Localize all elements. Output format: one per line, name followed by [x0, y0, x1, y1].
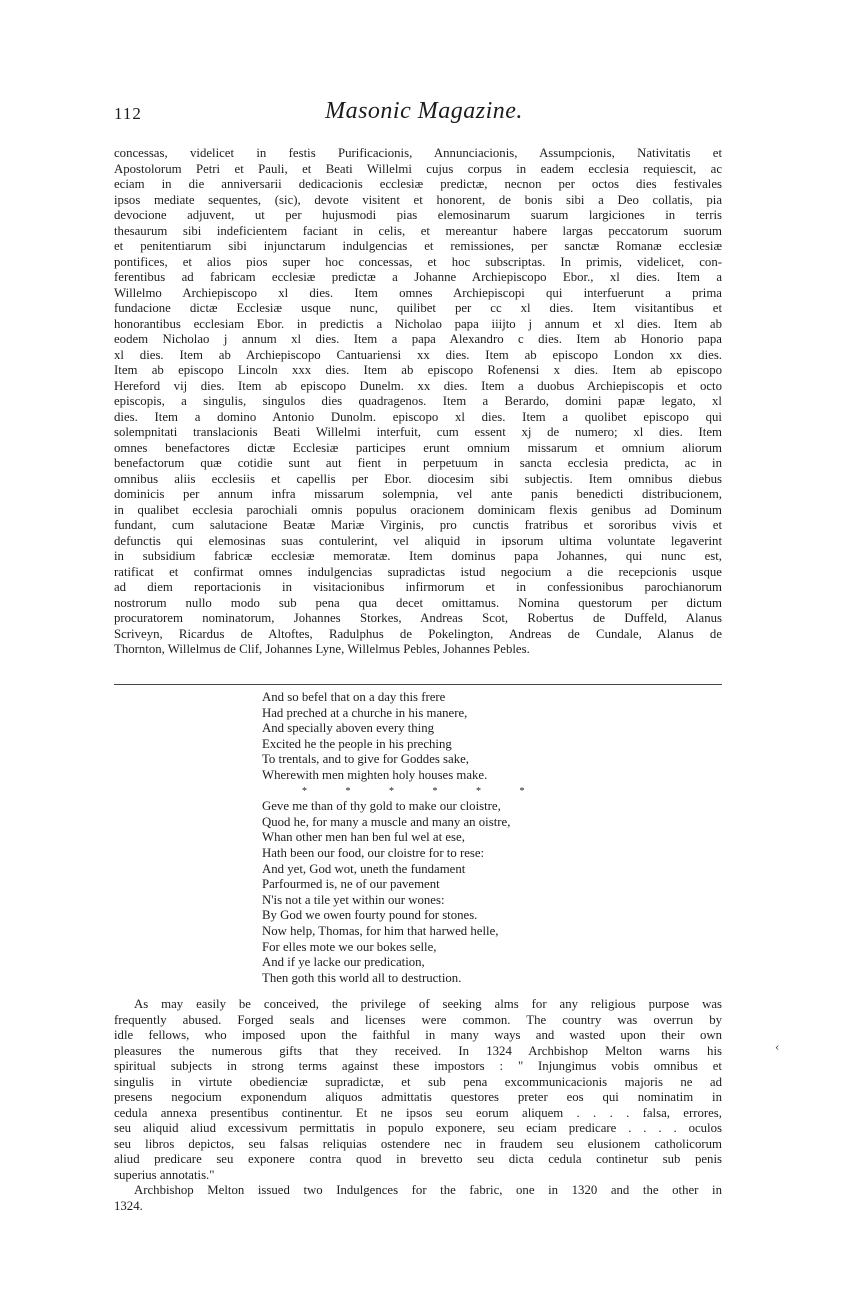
poem-line: And if ye lacke our predication, — [262, 955, 425, 970]
prose-line: spiritual subjects in strong terms against these impostors : " Injungimus vobis omnibus et — [114, 1059, 722, 1073]
latin-line: pontifices, et alios pios super hoc concessas, et hoc subscriptas. In primis, videlicet, con- — [114, 254, 722, 269]
prose-line: idle fellows, who imposed upon the faithful in many ways and wasted upon their own — [114, 1028, 722, 1042]
prose-line: aliud predicare seu exponere contra quod in brevetto seu dicta cedula continetur sub penis — [114, 1152, 722, 1166]
running-title: Masonic Magazine. — [325, 98, 523, 124]
latin-line: Scriveyn, Ricardus de Altoftes, Radulphus de Pokelington, Andreas de Cundale, Alanus de — [114, 626, 722, 641]
latin-line: devocione adjuvent, ut per hujusmodi pias elemosinarum suarum largiciones in terris — [114, 208, 722, 222]
prose-line: Archbishop Melton issued two Indulgences for the fabric, one in 1320 and the other in — [134, 1183, 722, 1197]
margin-mark: ‹ — [775, 1041, 780, 1054]
poem-line: Whan other men han ben ful wel at ese, — [262, 830, 465, 845]
latin-line: Willelmo Archiepiscopo xl dies. Item omnes Archiepiscopi qui interfuerunt a prima — [114, 285, 722, 300]
latin-line: fundacione dictæ Ecclesiæ usque nunc, quilibet per cc xl dies. Item visitantibus et — [114, 301, 722, 315]
latin-line: Thornton, Willelmus de Clif, Johannes Lyne, Willelmus Pebles, Johannes Pebles. — [114, 642, 530, 656]
prose-line: singulis in virtute obedienciæ supradictæ, et sub pena excommunicacionis majoris ne ad — [114, 1074, 722, 1089]
poem-line: * * * * * * — [302, 785, 543, 797]
latin-line: episcopis, a singulis, singulos dies quadragenos. Item a Berardo, domini papæ legato, xl — [114, 394, 722, 408]
poem-line: Then goth this world all to destruction. — [262, 970, 462, 985]
poem-line: And so befel that on a day this frere — [262, 690, 446, 704]
latin-line: et penitentiarum sibi injunctarum indulgencias et remissiones, per sanctæ Romanæ ecclesiæ — [114, 239, 722, 253]
page-number: 112 — [114, 104, 142, 123]
latin-line: xl dies. Item ab Archiepiscopo Cantuariensi xx dies. Item ab episcopo London xx dies. — [114, 347, 722, 362]
verse-quotation — [262, 690, 662, 986]
latin-line: defunctis qui elemosinas suas contulerint, vel aliquid in ipsorum ultima voluntate legaverint — [114, 533, 722, 548]
poem-line: And yet, God wot, uneth the fundament — [262, 861, 466, 876]
prose-line: As may easily be conceived, the privilege of seeking alms for any religious purpose was — [134, 997, 722, 1011]
latin-line: fundant, cum salutacione Beatæ Mariæ Virginis, pro cunctis fratribus et sororibus vivis et — [114, 518, 722, 532]
prose-line: presens negocium exponendum aliquos admittatis questores preter eos qui nominatim in — [114, 1090, 722, 1104]
poem-line: Now help, Thomas, for him that harwed helle, — [262, 923, 499, 938]
prose-line: pleasures the numerous gifts that they received. In 1324 Archbishop Melton warns his — [114, 1043, 722, 1058]
latin-line: Item ab episcopo Lincoln xxx dies. Item ab episcopo Rofenensi x dies. Item ab episcopo — [114, 363, 722, 377]
prose-line: 1324. — [114, 1198, 143, 1213]
latin-line: solempnitati translacionis Beati Willelmi interfuit, cum essent xj de numero; xl dies. Item — [114, 425, 722, 439]
latin-line: omnes benefactores dictæ Ecclesiæ participes erunt omnium missarum et omnium aliorum — [114, 440, 722, 455]
latin-line: in qualibet ecclesia parochiali omnis populus oracionem dominicam flexis genibus ad Dominum — [114, 502, 722, 517]
latin-line: dies. Item a domino Antonio Dunolm. episcopo xl dies. Item a quolibet episcopo qui — [114, 409, 722, 424]
prose-line: frequently abused. Forged seals and licenses were common. The country was overrun by — [114, 1012, 722, 1027]
prose-line: cedula annexa presentibus continentur. Et ne ipsos seu eorum aliquem . . . . falsa, errores, — [114, 1105, 722, 1120]
latin-line: Apostolorum Petri et Pauli, et Beati Willelmi cujus corpus in eadem ecclesia requiescit, ac — [114, 161, 722, 176]
latin-line: ratificat et confirmat omnes indulgencias supradictas istud negocium a die recepcionis usque — [114, 564, 722, 579]
section-divider — [114, 684, 722, 685]
latin-line: ipsos mediate sequentes, (sic), devote visitent et honorent, de bonis sibi a Deo collatis, pia — [114, 192, 722, 207]
poem-line: And specially aboven every thing — [262, 721, 434, 736]
poem-line: By God we owen fourty pound for stones. — [262, 908, 478, 923]
latin-line: eciam in die anniversarii dedicacionis ecclesiæ predictæ, necnon per octos dies festivales — [114, 177, 722, 191]
poem-line: Wherewith men mighten holy houses make. — [262, 767, 488, 782]
latin-line: dominicis per annum infra missarum solempnia, vel ante panis benedicti distribucionem, — [114, 487, 722, 501]
poem-line: Geve me than of thy gold to make our cloistre, — [262, 799, 501, 814]
page-header — [114, 98, 734, 132]
prose-line: seu aliquid aliud excessivum permittatis in populo exponere, seu eciam predicare . . . . oculos — [114, 1121, 722, 1135]
latin-line: Hereford vij dies. Item ab episcopo Dunelm. xx dies. Item a duobus Archiepiscopis et octo — [114, 378, 722, 393]
poem-line: For elles mote we our bokes selle, — [262, 939, 437, 954]
latin-line: thesaurum sibi indeficientem faciant in celis, et mereantur habere largas peccatorum suorum — [114, 223, 722, 238]
poem-line: Had preched at a churche in his manere, — [262, 705, 468, 720]
latin-line: in subsidium fabricæ ecclesiæ memoratæ. Item dominus papa Johannes, qui nunc est, — [114, 549, 722, 563]
prose-line: superius annotatis." — [114, 1167, 215, 1182]
poem-line: N'is not a tile yet within our wones: — [262, 892, 445, 907]
body-prose — [114, 997, 722, 1214]
poem-line: To trentals, and to give for Goddes sake, — [262, 752, 469, 767]
poem-line: Hath been our food, our cloistre for to rese: — [262, 845, 485, 860]
poem-line: Excited he the people in his preching — [262, 736, 452, 751]
latin-line: concessas, videlicet in festis Purificacionis, Annunciacionis, Assumpcionis, Nativitatis et — [114, 146, 722, 160]
latin-line: ad diem reportacionis in visitacionibus infirmorum et in confessionibus parochianorum — [114, 580, 722, 594]
latin-indulgence-text — [114, 146, 722, 658]
latin-line: eodem Nicholao j annum xl dies. Item a papa Alexandro c dies. Item ab Honorio papa — [114, 332, 722, 346]
latin-line: ferentibus ad fabricam ecclesiæ predictæ a Johanne Archiepiscopo Ebor., xl dies. Item a — [114, 270, 722, 284]
latin-line: honorantibus ecclesiam Ebor. in predictis a Nicholao papa iiijto j annum et xl dies. Item ab — [114, 316, 722, 331]
latin-line: omnibus aliis ecclesiis et capellis per Ebor. diocesim sibi subjectis. Item omnibus diebus — [114, 471, 722, 486]
prose-line: seu libros depictos, seu falsas reliquias ostendere nec in fraudem seu elusionem catholicorum — [114, 1136, 722, 1151]
poem-line: Parfourmed is, ne of our pavement — [262, 877, 440, 892]
latin-line: benefactorum quæ cotidie sunt aut fient in perpetuum in sancta ecclesia predicta, ac in — [114, 456, 722, 470]
latin-line: procuratorem nominatorum, Johannes Storkes, Andreas Scot, Robertus de Duffeld, Alanus — [114, 611, 722, 625]
latin-line: nostrorum nullo modo sub pena qua decet omittamus. Nomina questorum per dictum — [114, 595, 722, 610]
poem-line: Quod he, for many a muscle and many an oistre, — [262, 814, 511, 829]
